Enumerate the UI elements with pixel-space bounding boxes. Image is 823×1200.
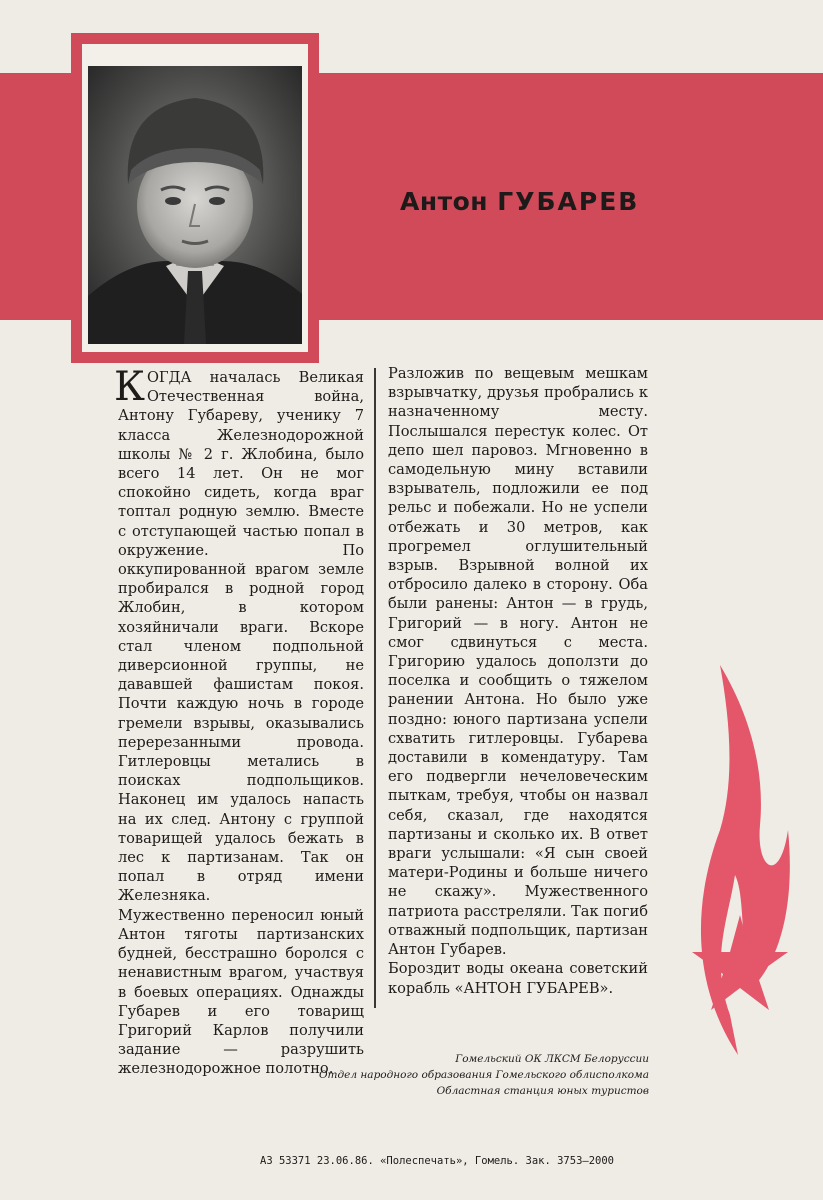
paragraph-1-text: ОГДА началась Великая Отечественная война, Антону Губареву, ученику 7 класса Железнодорожной школы № 2 г. Жлобина, было всего 14 лет. Он не мог спокойно сидеть, когда враг топтал родную землю. Вместе с отступающей частью попал в окружение. По оккупированной врагом земле пробирался в родной город Жлобин, в котором хозяйничали враги. Вскоре стал членом подпольной диверсионной группы, не дававшей фашистам покоя. Почти каждую ночь в городе гремели взрывы, оказывались перерезанными провода. Гитлеровцы метались в поисках подпольщиков. Наконец им удалось напасть на их след. Антону с группой товарищей удалось бежать в лес к партизанам. Так он попал в отряд имени Железняка. (118, 369, 364, 905)
credit-line: Отдел народного образования Гомельского облисполкома (318, 1069, 649, 1081)
portrait-frame (71, 33, 319, 363)
drop-cap: К (114, 364, 145, 410)
portrait-illustration (88, 66, 302, 344)
title-first-name: Антон (400, 187, 489, 216)
credit-line: Областная станция юных туристов (436, 1085, 649, 1097)
article-right-column (388, 364, 648, 998)
credit-line: Гомельский ОК ЛКСМ Белоруссии (455, 1053, 649, 1065)
publisher-credits (319, 1051, 649, 1099)
article-paragraph-4: Бороздит воды океана советский корабль «АНТОН ГУБАРЕВ». (388, 960, 648, 997)
article-paragraph-1 (114, 364, 364, 906)
flame-star-icon (690, 660, 790, 1080)
article-left-column (114, 364, 364, 1079)
title-surname: ГУБАРЕВ (497, 187, 640, 216)
article-paragraph-2: Мужественно переносил юный Антон тяготы партизанских будней, бесстрашно боролся с ненавистным врагом, участвуя в боевых операциях. Однажды Губарев и его товарищ Григорий Карлов получили задание — разрушить железнодорожное полотно. (118, 906, 364, 1078)
page-title (400, 187, 639, 216)
portrait-mat (82, 44, 308, 352)
column-divider (374, 368, 376, 1008)
print-imprint: АЗ 53371 23.06.86. «Полеспечать», Гомель. Зак. 3753—2000 (260, 1155, 615, 1167)
article-paragraph-3: Разложив по вещевым мешкам взрывчатку, друзья пробрались к назначенному месту. Послышался перестук колес. От депо шел паровоз. Мгновенно в самодельную мину вставили взрыватель, подложили ее под рельс и побежали. Но не успели отбежать и 30 метров, как прогремел оглушительный взрыв. Взрывной волной их отбросило далеко в сторону. Оба были ранены: Антон — в грудь, Григорий — в ногу. Антон не смог сдвинуться с места. Григорию удалось доползти до поселка и сообщить о тяжелом ранении Антона. Но было уже поздно: юного партизана успели схватить гитлеровцы. Губарева доставили в комендатуру. Там его подвергли нечеловеческим пыткам, требуя, чтобы он назвал себя, сказал, где находятся партизаны и сколько их. В ответ враги услышали: «Я сын своей матери-Родины и больше ничего не скажу». Мужественного патриота расстреляли. Так погиб отважный подпольщик, партизан Антон Губарев. (388, 365, 648, 959)
portrait-photo (88, 66, 302, 344)
